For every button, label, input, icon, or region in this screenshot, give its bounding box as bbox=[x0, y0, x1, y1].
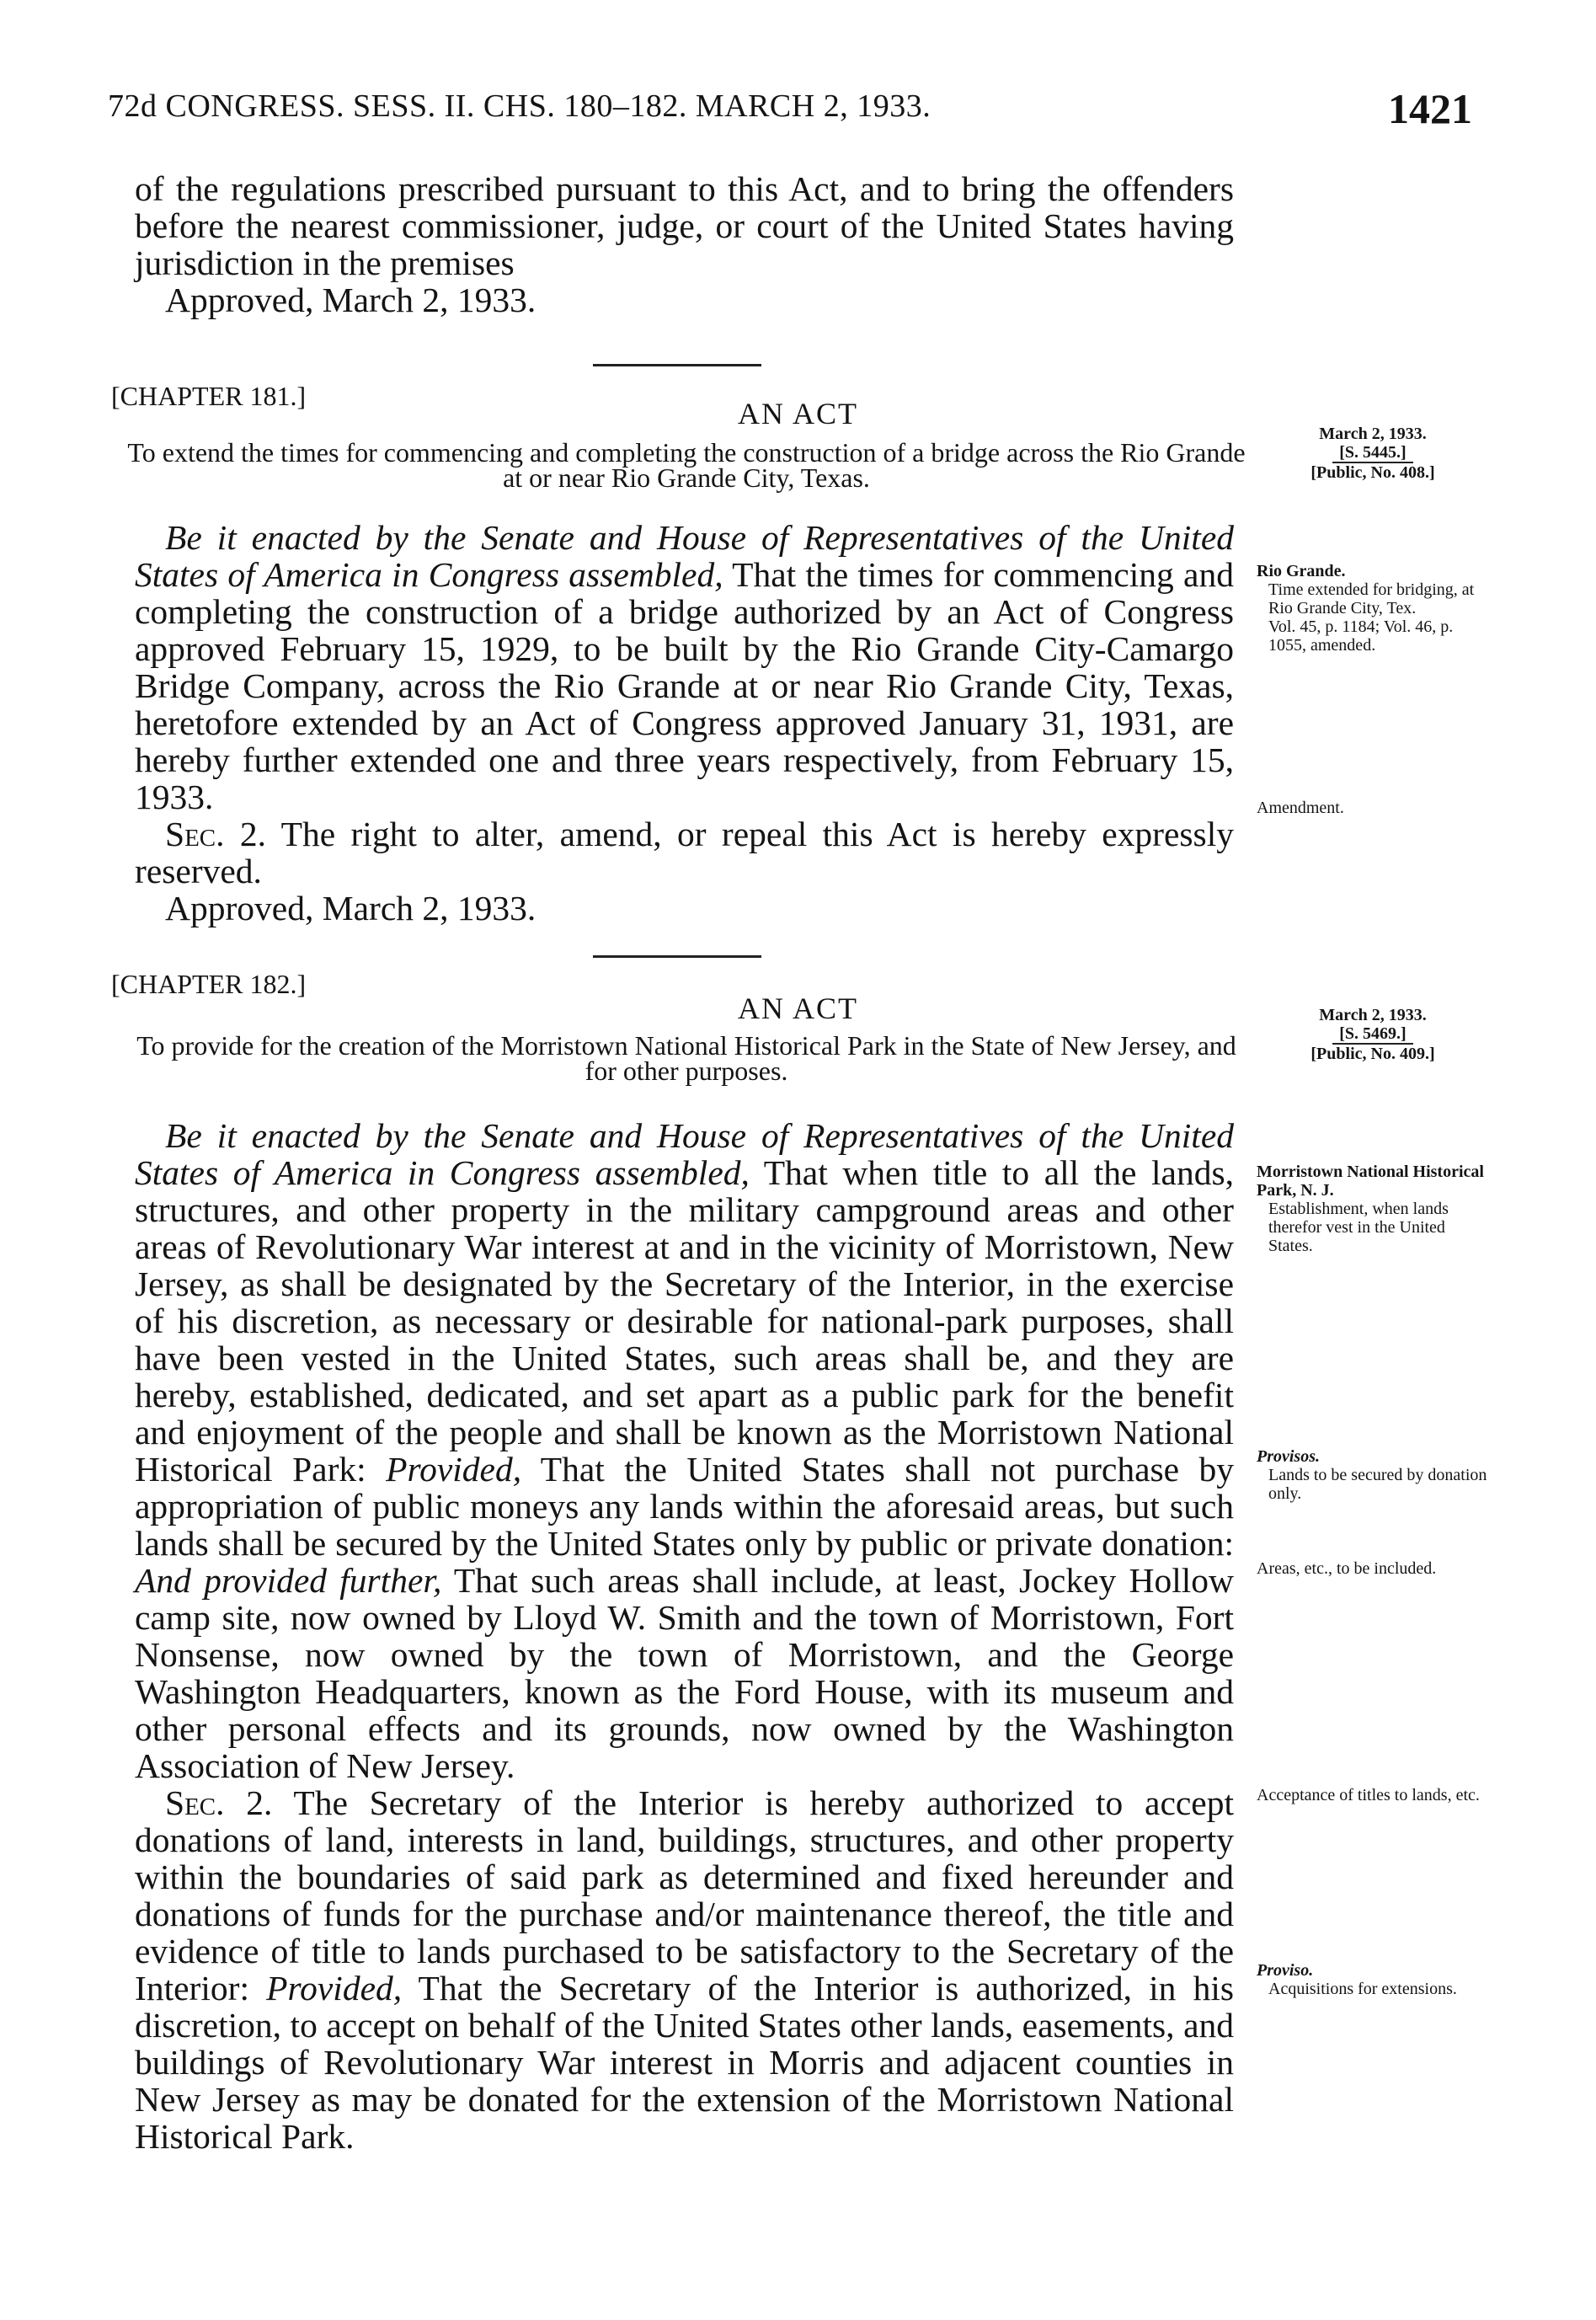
section-1-text-a: That when title to all the lands, structures, and other property in the military campground areas and other areas of Revolutionary War interest at and in the vicinity of Morristown, New Jersey, as shall be designated by the Secretary of the Interior, in the exercise of his discretion, as necessary or desirable for national-park purposes, shall have been vested in the United States, such areas shall be, and they are hereby, established, dedicated, and set apart as a public park for the benefit and enjoyment of the people and shall be known as the Morristown National Historical Park: bbox=[135, 1153, 1234, 1489]
enacting-clause: Be it enacted by the Senate and House of Representatives of the United States of America in Congress assembled, bbox=[135, 1116, 1234, 1192]
enacting-paragraph bbox=[135, 519, 1234, 815]
margin-note: Areas, etc., to be included. bbox=[1257, 1559, 1437, 1578]
margin-note: Acceptance of titles to lands, etc. bbox=[1257, 1786, 1480, 1804]
section-1-text: That the times for commencing and completing the construction of a bridge authorized by an Act of Congress approved February 15, 1929, to be built by the Rio Grande City-Camargo Bridge Company, across the Rio Grande at or near Rio Grande City, Texas, heretofore extended by an Act of Congress approved January 31, 1931, are hereby further extended one and three years respectively, from February 15, 1933. bbox=[135, 555, 1234, 816]
margin-note-text: Acquisitions for extensions. bbox=[1268, 1980, 1457, 1998]
margin-note-text: Time extended for bridging, at Rio Grande City, Tex. bbox=[1268, 580, 1475, 617]
section-2 bbox=[135, 1784, 1234, 2155]
enacting-clause: Be it enacted by the Senate and House of Representatives of the United States of America in Congress assembled, bbox=[135, 518, 1234, 594]
section-2-text-b: That the Secretary of the Interior is authorized, in his discretion, to accept on behalf of the United States other lands, easements, and buildings of Revolutionary War interest in Morris and adjacent counties in New Jersey as may be donated for the extension of the Morristown National Historical Park. bbox=[135, 1969, 1235, 2156]
section-2-text-a: The Secretary of the Interior is hereby authorized to accept donations of land, interests in land, buildings, structures, and other property within the boundaries of said park as determined and fixed hereunder and donations of funds for the purchase and/or maintenance thereof, the title and evidence of title to lands purchased to be satisfactory to the Secretary of the Interior: bbox=[135, 1783, 1234, 2007]
divider-rule bbox=[593, 955, 761, 958]
proviso-word: And provided further, bbox=[135, 1561, 442, 1600]
enacting-paragraph bbox=[135, 1117, 1234, 1784]
section-1-text-b: That the United States shall not purchase by appropriation of public moneys any lands within the aforesaid areas, but such lands shall be secured by the United States only by public or private donation: bbox=[135, 1450, 1235, 1563]
margin-note-head: Morristown National Historical Park, N. J. bbox=[1257, 1163, 1484, 1200]
margin-note bbox=[1257, 1961, 1488, 1998]
citation-date: March 2, 1933. bbox=[1319, 1006, 1427, 1024]
an-act-heading: AN ACT bbox=[737, 992, 858, 1025]
citation-bill: [S. 5469.] bbox=[1332, 1024, 1412, 1045]
approved-line: Approved, March 2, 1933. bbox=[165, 889, 536, 927]
approved-line: Approved, March 2, 1933. bbox=[165, 281, 536, 319]
citation-block bbox=[1259, 1006, 1487, 1063]
act-title: To provide for the creation of the Morristown National Historical Park in the State of New Jersey, and for other purposes. bbox=[136, 1030, 1236, 1086]
citation-block bbox=[1259, 425, 1487, 482]
an-act-heading: AN ACT bbox=[737, 397, 858, 430]
page-header bbox=[108, 85, 1472, 138]
chapter-182-label: [CHAPTER 182.] bbox=[111, 969, 307, 999]
margin-note-reference: Vol. 45, p. 1184; Vol. 46, p. 1055, amended. bbox=[1268, 617, 1454, 655]
margin-note bbox=[1257, 1447, 1488, 1503]
margin-note bbox=[1257, 1163, 1488, 1255]
act-title: To extend the times for commencing and completing the construction of a bridge across the Rio Grande at or near Rio Grande City, Texas. bbox=[127, 437, 1246, 493]
proviso-word: Provided, bbox=[266, 1969, 403, 2007]
margin-note: Amendment. bbox=[1257, 799, 1344, 817]
margin-note-head: Provisos. bbox=[1257, 1447, 1320, 1466]
proviso-word: Provided, bbox=[386, 1450, 522, 1489]
running-title: 72d CONGRESS. SESS. II. CHS. 180–182. MARCH 2, 1933. bbox=[108, 88, 931, 124]
margin-note-head: Proviso. bbox=[1257, 1961, 1314, 1980]
citation-bill: [S. 5445.] bbox=[1332, 443, 1412, 463]
page-number: 1421 bbox=[1388, 85, 1472, 132]
chapter-181-label: [CHAPTER 181.] bbox=[111, 381, 307, 411]
section-2 bbox=[135, 815, 1234, 890]
chapter-180-end bbox=[135, 170, 1234, 318]
margin-note-text: Establishment, when lands therefor vest in the United States. bbox=[1268, 1200, 1449, 1255]
continuation-text: of the regulations prescribed pursuant to this Act, and to bring the offenders before the nearest commissioner, judge, or court of the United States having jurisdiction in the premises bbox=[135, 169, 1234, 282]
section-2-text: The right to alter, amend, or repeal this Act is hereby expressly reserved. bbox=[135, 815, 1234, 890]
section-label: Sec. 2. bbox=[165, 815, 266, 853]
margin-note-head: Rio Grande. bbox=[1257, 562, 1346, 580]
chapter-182-body bbox=[135, 1117, 1234, 2155]
citation-public: [Public, No. 408.] bbox=[1310, 463, 1435, 482]
divider-rule bbox=[593, 364, 761, 366]
chapter-181-body bbox=[135, 519, 1234, 927]
margin-note-text: Lands to be secured by donation only. bbox=[1268, 1466, 1487, 1503]
margin-note bbox=[1257, 562, 1488, 655]
section-label: Sec. 2. bbox=[165, 1783, 273, 1822]
section-1-text-c: That such areas shall include, at least, Jockey Hollow camp site, now owned by Lloyd W. Smith and the town of Morristown, Fort Nonsense, now owned by the town of Morristown, and the George Washington Headquarters, known as the Ford House, with its museum and other personal effects and its grounds, now owned by the Washington Association of New Jersey. bbox=[135, 1561, 1234, 1785]
citation-public: [Public, No. 409.] bbox=[1310, 1045, 1435, 1063]
citation-date: March 2, 1933. bbox=[1319, 425, 1427, 443]
